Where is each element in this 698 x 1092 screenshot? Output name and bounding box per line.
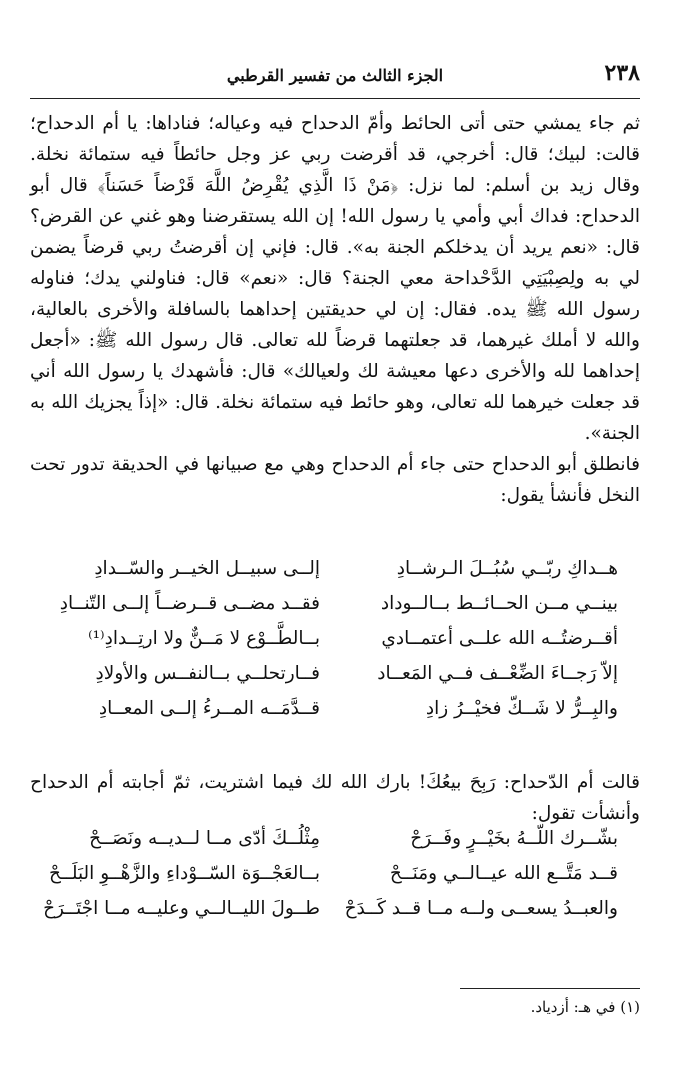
hemistich-second: طــولَ الليــالــي وعليــه مــا اجْتَــرَحْ bbox=[43, 898, 320, 919]
verse bbox=[30, 558, 640, 593]
verse bbox=[30, 828, 640, 863]
hemistich-first: والبِــرُّ لا شَــكّ فخيْــرُ زادِ bbox=[425, 698, 618, 719]
hemistich-first: بشّــرك اللّــهُ بخَيْــرٍ وفَــرَحْ bbox=[410, 828, 618, 849]
header-rule bbox=[30, 98, 640, 99]
verse bbox=[30, 898, 640, 933]
page-header bbox=[30, 58, 640, 96]
hemistich-second: بــالطَّــوْع لا مَــنٌّ ولا ارتِــدادِ⁽¹⁾ bbox=[88, 628, 320, 649]
paragraph: فانطلق أبو الدحداح حتى جاء أم الدحداح وهي مع صبيانها في الحديقة تدور تحت النخل فأنشأ يقول: bbox=[30, 454, 640, 506]
verse bbox=[30, 663, 640, 698]
book-page bbox=[30, 58, 640, 1068]
verse bbox=[30, 628, 640, 663]
running-title: الجزء الثالث من تفسير القرطبي bbox=[226, 66, 444, 85]
hemistich-second: فقــد مضــى قــرضــاً إلــى التّنــادِ bbox=[59, 593, 320, 614]
verse bbox=[30, 593, 640, 628]
hemistich-second: فــارتحلــي بــالنفــس والأولادِ bbox=[95, 663, 320, 684]
paragraph: ثم جاء يمشي حتى أتى الحائط وأمّ الدحداح فيه وعياله؛ فناداها: يا أم الدحداح؛ قالت: لبيك؛ قال: أخرجي، قد أقرضت ربي عز وجل حائطاً فيه ستمائة نخلة. وقال زيد بن أسلم: لما نزل: ﴿مَنْ ذَا الَّذِي يُقْرِضُ اللَّهَ قَرْضاً حَسَناً﴾ قال أبو الدحداح: فداك أبي وأمي يا رسول الله! إن الله يستقرضنا وهو غني عن القرض؟ قال: «نعم يريد أن يدخلكم الجنة به». قال: فإني إن أقرضتُ ربي قرضاً يضمن لي به ولِصِبْيَتِي الدَّحْداحة معي الجنة؟ قال: «نعم» قال: فناولني يدك؛ فناوله رسول الله ﷺ يده. فقال: إن لي حديقتين إحداهما بالسافلة والأخرى بالعالية، والله لا أملك غيرهما، قد جعلتهما قرضاً لله تعالى. قال رسول الله ﷺ: «أجعل إحداهما لله والأخرى دعها معيشة لك ولعيالك» قال: فأشهدك يا رسول الله أني قد جعلت خيرهما لله تعالى، وهو حائط فيه ستمائة نخلة. قال: «إذاً يجزيك الله به الجنة». bbox=[30, 113, 640, 444]
verse bbox=[30, 698, 640, 733]
paragraph: قالت أم الدّحداح: رَبِحَ بيعُكَ! بارك الله لك فيما اشتريت، ثمّ أجابته أم الدحداح وأنشأت تقول: bbox=[30, 771, 640, 824]
verse bbox=[30, 863, 640, 898]
poem-1 bbox=[30, 558, 640, 733]
hemistich-first: قــد مَتَّــع الله عيــالــي ومَنَــحْ bbox=[389, 863, 618, 884]
hemistich-first: بينــي مــن الحــائــط بــالــوداد bbox=[380, 593, 618, 614]
poem-2 bbox=[30, 828, 640, 933]
page-number: ٢٣٨ bbox=[604, 60, 640, 86]
footnote: (١) في هـ: أزدياد. bbox=[530, 998, 640, 1016]
hemistich-first: هــداكِ ربّــي سُبُــلَ الـرشــادِ bbox=[396, 558, 618, 579]
hemistich-second: بــالعَجْــوَة السّــوْداءِ والزَّهْــوِ البَلَــحْ bbox=[49, 863, 320, 884]
hemistich-first: إلاّ رَجــاءَ الضِّعْــف فــي المَعــاد bbox=[377, 663, 618, 684]
hemistich-first: أقــرضتُــه الله علــى أعتمــادي bbox=[381, 628, 618, 649]
hemistich-first: والعبــدُ يسعــى ولــه مــا قــد كَــدَحْ bbox=[344, 898, 618, 919]
hemistich-second: إلــى سبيــل الخيــر والسّــدادِ bbox=[94, 558, 320, 579]
hemistich-second: مِثْلُــكَ أدّى مــا لــديــه ونَصَــحْ bbox=[89, 828, 320, 849]
footnote-rule bbox=[460, 988, 640, 989]
main-text bbox=[30, 108, 640, 511]
hemistich-second: قــدَّمَــه المــرءُ إلــى المعــادِ bbox=[98, 698, 320, 719]
